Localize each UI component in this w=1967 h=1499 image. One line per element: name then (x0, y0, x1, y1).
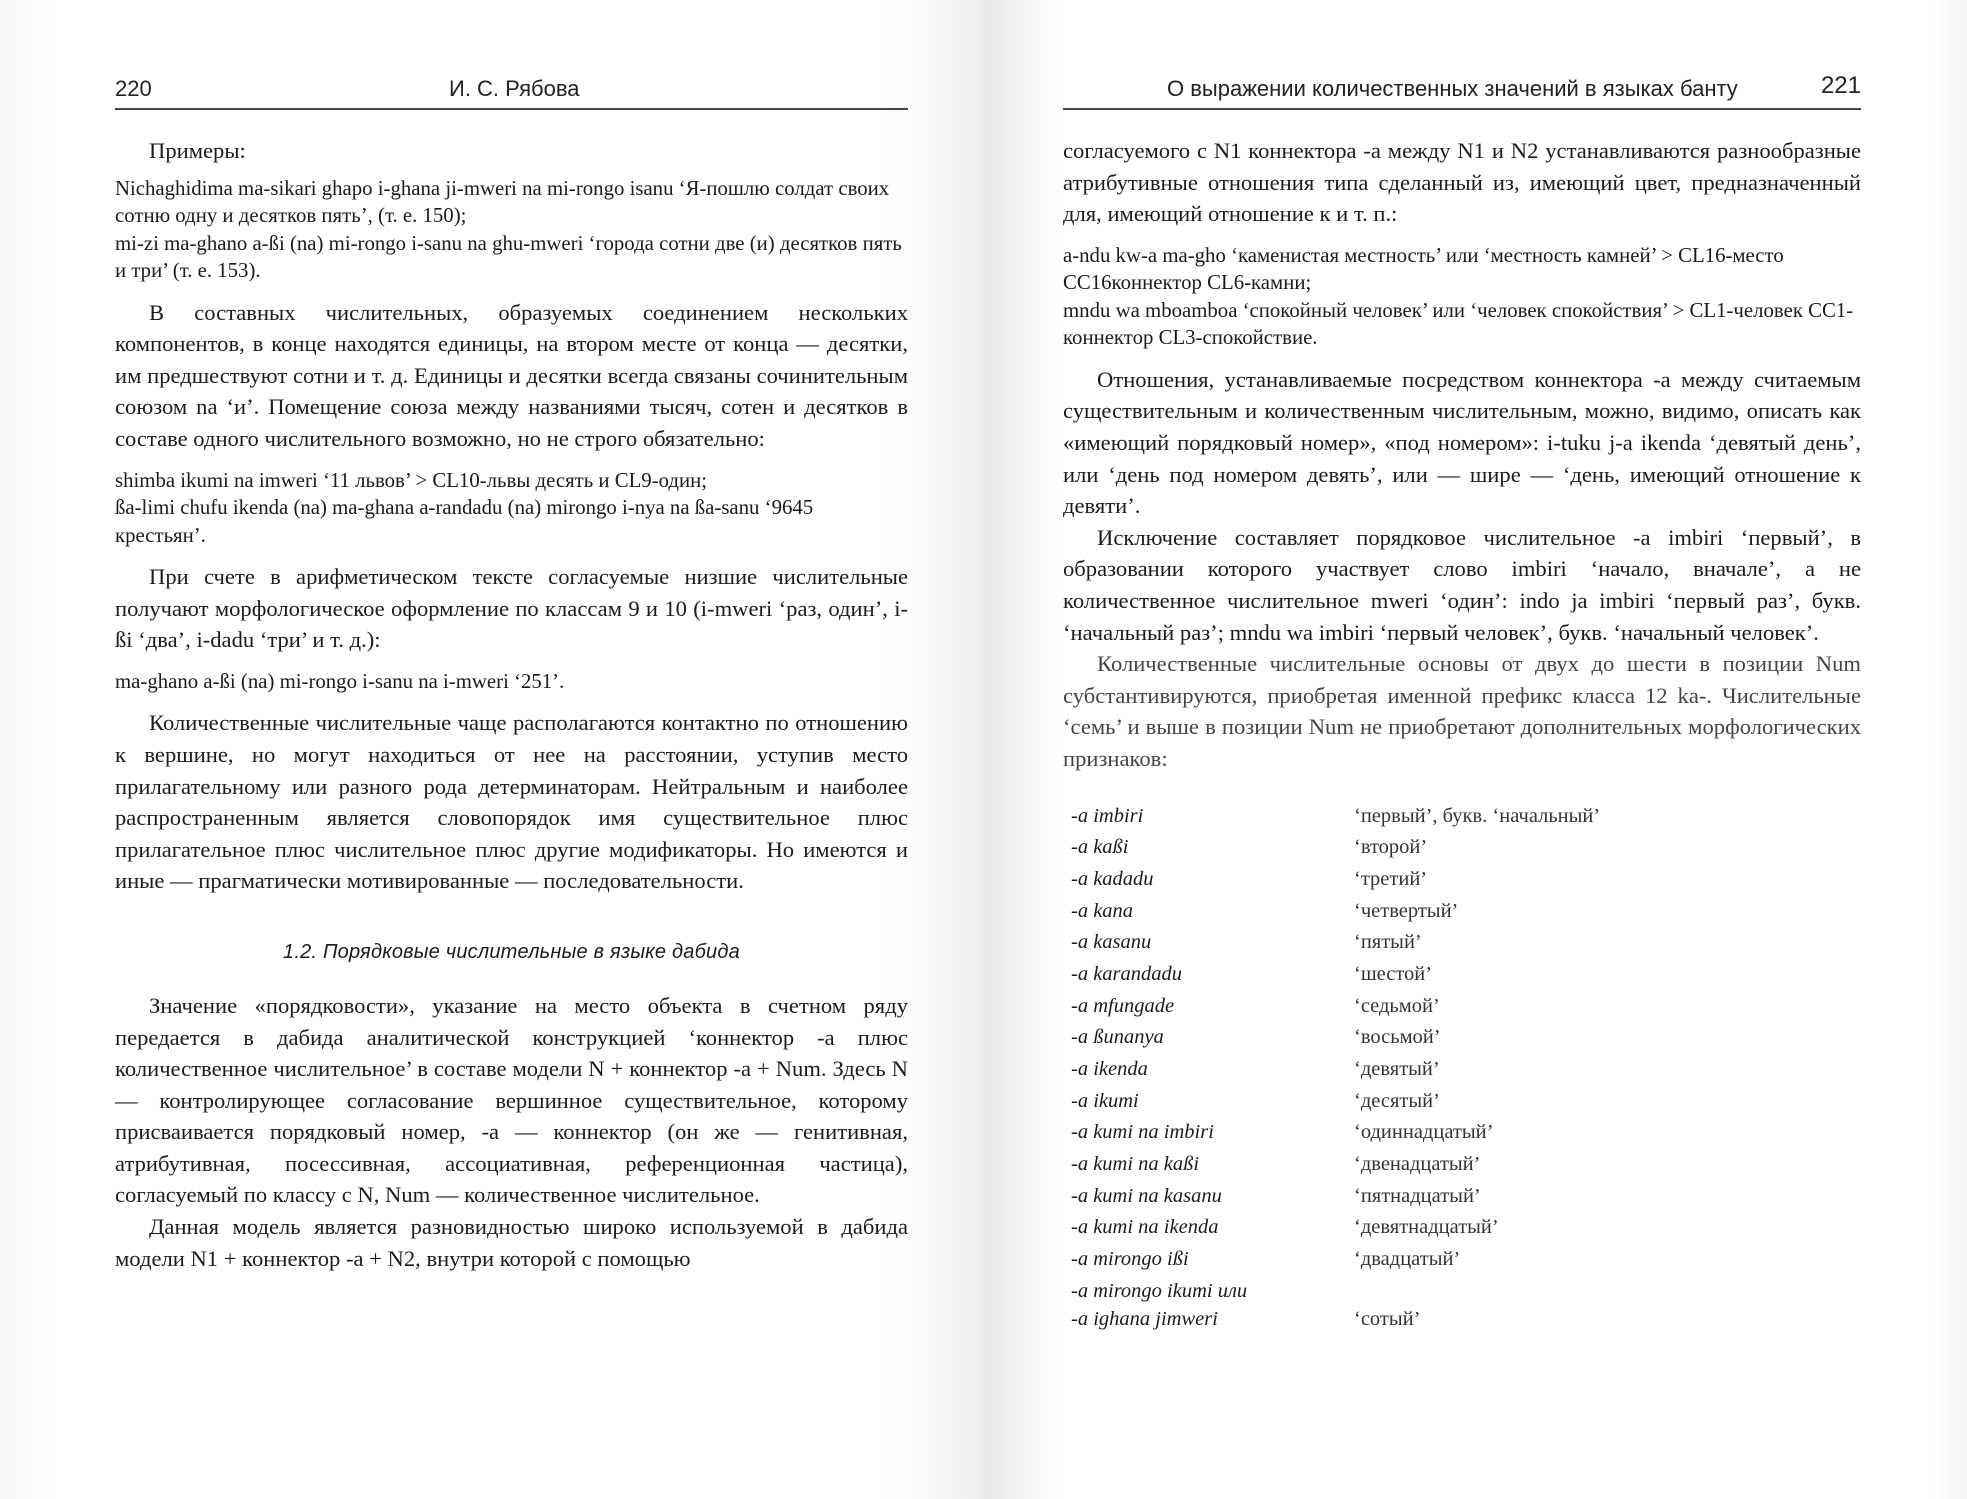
ordinal-gloss (1354, 1280, 1600, 1308)
table-row (1063, 1308, 1600, 1336)
ordinal-word: -a kumi na kaßi (1071, 1153, 1200, 1176)
ordinal-gloss: ‘четвертый’ (1354, 899, 1459, 922)
ordinal-word: -a mfungade (1071, 994, 1175, 1017)
paragraph-3: Исключение составляет порядковое числительное -a imbiri ‘первый’, в образовании которого участвует слово imbiri ‘начало, вначале’, а не количественное числительное mweri ‘один’: indo ja imbiri ‘первый раз’, букв. ‘начальный раз’; mndu wa imbiri ‘первый человек’, букв. ‘начальный человек’. (1063, 524, 1861, 645)
ordinal-word: -a kadadu (1071, 867, 1154, 890)
table-row (1063, 900, 1600, 932)
ordinal-word: -a kumi na kasanu (1071, 1184, 1222, 1207)
left-page-number: 220 (115, 76, 152, 101)
right-page (983, 0, 1967, 1499)
ordinal-word: -a mirongo ikumi или (1071, 1279, 1248, 1302)
ordinal-word: -a ßunanya (1071, 1026, 1164, 1049)
table-row (1063, 868, 1600, 900)
table-row (1063, 963, 1600, 995)
ordinal-gloss: ‘двадцатый’ (1354, 1248, 1461, 1271)
example-2: mi-zi ma-ghano a-ßi (na) mi-rongo i-sanu na ghu-mweri ‘города сотни две (и) десятков пять и три’ (т. е. 153). (115, 231, 902, 283)
ordinal-word: -a kana (1071, 899, 1134, 922)
right-header-title: О выражении количественных значений в языках банту (1167, 76, 1738, 101)
examples-label: Примеры: (149, 138, 246, 163)
right-text-column (1063, 135, 1861, 1336)
ordinal-gloss: ‘сотый’ (1354, 1307, 1421, 1330)
table-row (1063, 1280, 1600, 1308)
example-4: ßa-limi chufu ikenda (na) ma-ghana a-randadu (na) mirongo i-nya na ßa-sanu ‘9645 крестьян’. (115, 496, 814, 547)
table-row (1063, 1248, 1600, 1280)
left-header-title: И. С. Рябова (449, 76, 580, 101)
ordinal-gloss: ‘девятый’ (1354, 1058, 1440, 1080)
table-row (1063, 1153, 1600, 1185)
ordinal-gloss: ‘двенадцатый’ (1354, 1153, 1481, 1176)
ordinal-word: -a ikenda (1071, 1058, 1148, 1080)
ordinal-word: -a mirongo ißi (1071, 1248, 1189, 1271)
paragraph-5: Данная модель является разновидностью широко используемой в дабида модели N1 + коннектор -a + N2, внутри которой с помощью (115, 1214, 908, 1271)
table-row (1063, 1058, 1600, 1090)
ordinal-gloss: ‘второй’ (1354, 836, 1428, 859)
paragraph-4: Количественные числительные основы от двух до шести в позиции Num субстантивируются, приобретая именной префикс класса 12 ka-. Числительные ‘семь’ и выше в позиции Num не приобретают дополнительных морфологических признаков: (1063, 651, 1861, 771)
ordinal-word: -a kumi na imbiri (1071, 1121, 1214, 1144)
paragraph-2: При счете в арифметическом тексте согласуемые низшие числительные получают морфологическое оформление по классам 9 и 10 (i-mweri ‘раз, один’, i-ßi ‘два’, i-dadu ‘три’ и т. д.): (115, 564, 908, 653)
table-row (1063, 995, 1600, 1027)
ordinal-gloss: ‘десятый’ (1354, 1089, 1440, 1112)
section-title: 1.2. Порядковые числительные в языке дабида (283, 940, 740, 963)
table-row (1063, 931, 1600, 963)
ordinal-gloss: ‘шестой’ (1354, 962, 1433, 985)
table-row (1063, 1090, 1600, 1122)
ordinal-gloss: ‘пятнадцатый’ (1354, 1184, 1481, 1207)
right-page-number: 221 (1820, 72, 1861, 99)
paragraph-1: согласуемого с N1 коннектора -a между N1 и N2 устанавливаются разнообразные атрибутивные отношения типа сделанный из, имеющий цвет, предназначенный для, имеющий отношение к и т. п.: (1063, 138, 1861, 227)
paragraph-1: В составных числительных, образуемых соединением нескольких компонентов, в конце находятся единицы, на втором месте от конца — десятки, им предшествуют сотни и т. д. Единицы и десятки всегда связаны сочинительным союзом na ‘и’. Помещение союза между названиями тысяч, сотен и десятков в составе одного числительного возможно, но не строго обязательно: (115, 299, 908, 451)
ordinal-word: -a kasanu (1071, 931, 1152, 954)
ordinal-word: -a kaßi (1071, 836, 1129, 859)
example-2: mndu wa mboamboa ‘спокойный человек’ или ‘человек спокойствия’ > CL1-человек CC1-коннектор CL3-спокойствие. (1063, 298, 1854, 350)
table-row (1063, 1185, 1600, 1217)
ordinal-word: -a ikumi (1071, 1089, 1139, 1112)
left-running-header (115, 72, 908, 110)
right-running-header (1063, 72, 1861, 110)
table-row (1063, 805, 1600, 837)
ordinal-word: -a kumi na ikenda (1071, 1216, 1219, 1239)
left-text-column (115, 135, 908, 1274)
ordinal-gloss: ‘третий’ (1354, 867, 1428, 890)
example-5: ma-ghano a-ßi (na) mi-rongo i-sanu na i-mweri ‘251’. (115, 669, 565, 693)
table-row (1063, 1026, 1600, 1058)
paragraph-4: Значение «порядковости», указание на место объекта в счетном ряду передается в дабида аналитической конструкцией ‘коннектор -a плюс количественное числительное’ в составе модели N + коннектор -a + Num. Здесь N — контролирующее согласование вершинное существительное, которому присваивается порядковый номер, -a — коннектор (он же — генитивная, атрибутивная, посессивная, ассоциативная, референционная частица), согласуемый по классу с N, Num — количественное числительное. (115, 992, 908, 1208)
ordinal-gloss: ‘первый’, букв. ‘начальный’ (1354, 804, 1601, 827)
ordinal-gloss: ‘восьмой’ (1354, 1026, 1441, 1049)
ordinal-word: -a imbiri (1071, 804, 1144, 827)
example-1: a-ndu kw-a ma-gho ‘каменистая местность’ или ‘местность камней’ > CL16-место CC16коннектор CL6-камни; (1063, 243, 1784, 295)
example-3: shimba ikumi na imweri ‘11 львов’ > CL10-львы десять и CL9-один; (115, 468, 708, 492)
ordinals-table (1063, 805, 1600, 1336)
ordinal-gloss: ‘одиннадцатый’ (1354, 1121, 1494, 1144)
ordinal-gloss: ‘пятый’ (1354, 931, 1422, 954)
paragraph-3: Количественные числительные чаще располагаются контактно по отношению к вершине, но могут находиться от нее на расстоянии, уступив место прилагательному или разного рода детерминаторам. Нейтральным и наиболее распространенным является словопорядок имя существительное плюс прилагательное плюс числительное плюс другие модификаторы. Но имеются и иные — прагматически мотивированные — последовательности. (115, 710, 908, 894)
ordinal-gloss: ‘седьмой’ (1354, 994, 1440, 1017)
table-row (1063, 1121, 1600, 1153)
ordinal-word: -a ighana jimweri (1071, 1307, 1218, 1330)
paragraph-2: Отношения, устанавливаемые посредством коннектора -a между считаемым существительным и количественным числительным, можно, видимо, описать как «имеющий порядковый номер», «под номером»: i-tuku j-a ikenda ‘девятый день’, или ‘день под номером девять’, или — шире — ‘день, имеющий отношение к девяти’. (1063, 366, 1861, 519)
ordinal-word: -a karandadu (1071, 962, 1183, 985)
left-page (0, 0, 983, 1499)
example-1: Nichaghidima ma-sikari ghapo i-ghana ji-mweri na mi-rongo isanu ‘Я-пошлю солдат своих сотню одну и десятков пять’, (т. е. 150); (115, 176, 890, 228)
table-row (1063, 1216, 1600, 1248)
table-row (1063, 836, 1600, 868)
ordinal-gloss: ‘девятнадцатый’ (1354, 1216, 1499, 1239)
